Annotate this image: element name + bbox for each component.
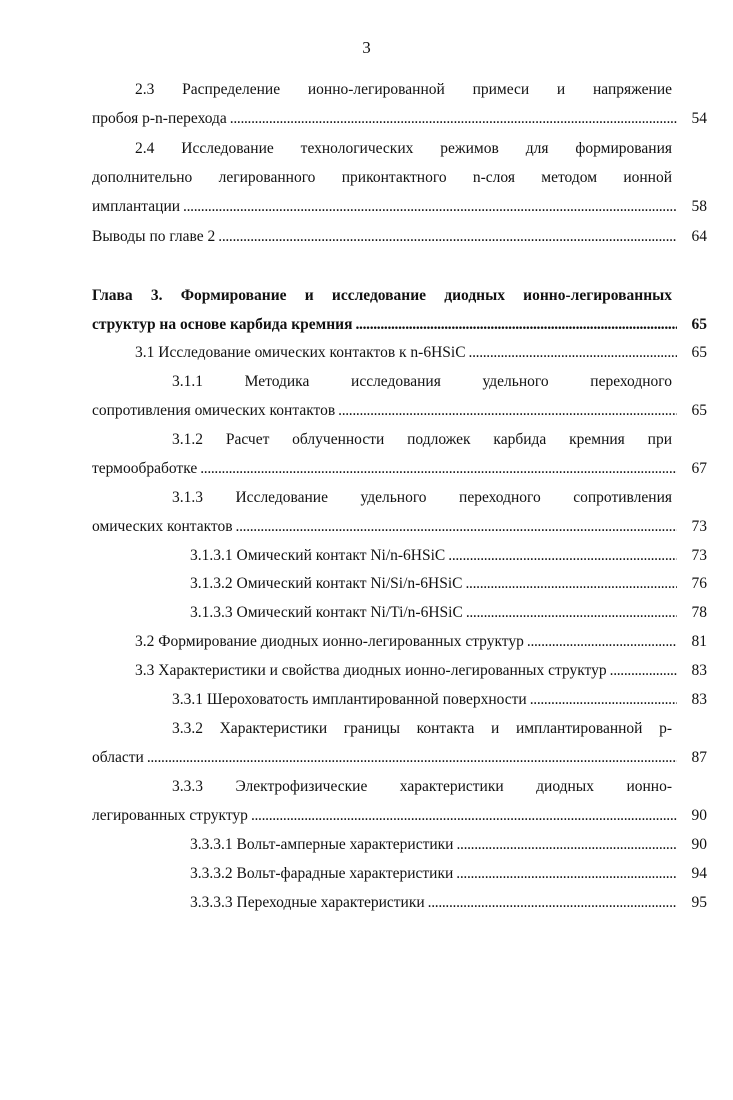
- toc-title: термообработке: [92, 460, 198, 477]
- leader-dots: [236, 515, 677, 539]
- toc-title: омических контактов: [92, 518, 233, 535]
- leader-dots: [530, 688, 677, 712]
- toc-title: Выводы по главе 2: [92, 228, 216, 245]
- toc-page: 90: [691, 836, 707, 853]
- toc-title: 3.3.3.3 Переходные характеристики: [190, 894, 425, 911]
- toc-entry-3-1-3-1: [190, 544, 707, 568]
- leader-dots: [230, 107, 677, 131]
- toc-entry-3-2: [135, 630, 707, 654]
- page-number: 3: [362, 38, 371, 57]
- toc-title: 3.3.1 Шероховатость имплантированной поверхности: [172, 691, 527, 708]
- toc-title: 3.1.3.2 Омический контакт Ni/Si/n-6HSiC: [190, 575, 463, 592]
- leader-dots: [448, 544, 677, 568]
- toc-entry-2-3-line1: 2.3 Распределение ионно-легированной примеси и напряжение: [135, 81, 672, 98]
- toc-entry-3-3: [135, 659, 707, 683]
- toc-entry-3-1-2-line1: 3.1.2 Расчет облученности подложек карбида кремния при: [172, 431, 672, 448]
- leader-dots: [251, 804, 677, 828]
- toc-entry-3-3-1: [172, 688, 707, 712]
- toc-entry-3-1-3-line1: 3.1.3 Исследование удельного переходного сопротивления: [172, 489, 672, 506]
- toc-entry-2-3-line2: [92, 107, 707, 131]
- toc-page: 94: [691, 865, 707, 882]
- toc-page: 64: [691, 228, 707, 245]
- toc-page: 73: [691, 518, 707, 535]
- toc-entry-3-1-3-line2: [92, 515, 707, 539]
- toc-title: легированных структур: [92, 807, 248, 824]
- toc-page: 90: [691, 807, 707, 824]
- toc-entry-2-4-line3: [92, 195, 707, 219]
- toc-entry-3-1-2-line2: [92, 457, 707, 481]
- toc-page: 54: [691, 110, 707, 127]
- toc-title: сопротивления омических контактов: [92, 402, 336, 419]
- toc-entry-3-3-3-3: [190, 891, 707, 915]
- leader-dots: [456, 862, 677, 886]
- toc-entry-3-3-3-1: [190, 833, 707, 857]
- toc-page: 67: [691, 460, 707, 477]
- toc-page: 81: [691, 633, 707, 650]
- toc-page: 65: [691, 316, 707, 333]
- toc-title: 3.1.3.1 Омический контакт Ni/n-6HSiC: [190, 547, 446, 564]
- leader-dots: [183, 195, 677, 219]
- toc-title: структур на основе карбида кремния: [92, 316, 353, 333]
- toc-title: имплантации: [92, 198, 181, 215]
- leader-dots: [466, 572, 678, 596]
- toc-entry-3-1-1-line2: [92, 399, 707, 423]
- toc-page: 65: [691, 402, 707, 419]
- leader-dots: [610, 659, 677, 683]
- toc-chapter-3-line2: [92, 313, 707, 337]
- toc-page: 83: [691, 662, 707, 679]
- leader-dots: [428, 891, 677, 915]
- toc-title: 3.1 Исследование омических контактов к n-6HSiC: [135, 344, 466, 361]
- toc-entry-3-3-2-line2: [92, 746, 707, 770]
- leader-dots: [527, 630, 677, 654]
- toc-title: 3.3.3.2 Вольт-фарадные характеристики: [190, 865, 454, 882]
- leader-dots: [456, 833, 677, 857]
- toc-page: 65: [691, 344, 707, 361]
- toc-title: пробоя p-n-перехода: [92, 110, 227, 127]
- leader-dots: [218, 225, 677, 249]
- toc-title: области: [92, 749, 144, 766]
- toc-title: 3.1.3.3 Омический контакт Ni/Ti/n-6HSiC: [190, 604, 463, 621]
- toc-title: 3.2 Формирование диодных ионно-легированных структур: [135, 633, 524, 650]
- toc-page: 76: [691, 575, 707, 592]
- toc-page: 87: [691, 749, 707, 766]
- toc-entry-conclusions-2: [92, 225, 707, 249]
- leader-dots: [147, 746, 677, 770]
- toc-entry-2-4-line2: дополнительно легированного приконтактного n-слоя методом ионной: [92, 169, 672, 186]
- toc-entry-3-3-3-line1: 3.3.3 Электрофизические характеристики диодных ионно-: [172, 778, 672, 795]
- toc-entry-3-1-3-2: [190, 572, 707, 596]
- toc-page: 78: [691, 604, 707, 621]
- toc-entry-3-1-1-line1: 3.1.1 Методика исследования удельного переходного: [172, 373, 672, 390]
- toc-page: 95: [691, 894, 707, 911]
- toc-entry-3-3-3-2: [190, 862, 707, 886]
- leader-dots: [200, 457, 677, 481]
- toc-page: 73: [691, 547, 707, 564]
- toc-entry-3-3-3-line2: [92, 804, 707, 828]
- toc-entry-3-3-2-line1: 3.3.2 Характеристики границы контакта и имплантированной p-: [172, 720, 672, 737]
- toc-entry-3-1-3-3: [190, 601, 707, 625]
- leader-dots: [469, 341, 677, 365]
- leader-dots: [466, 601, 677, 625]
- toc-page: 83: [691, 691, 707, 708]
- leader-dots: [338, 399, 677, 423]
- toc-title: 3.3.3.1 Вольт-амперные характеристики: [190, 836, 454, 853]
- toc-title: 3.3 Характеристики и свойства диодных ионно-легированных структур: [135, 662, 607, 679]
- toc-chapter-3-line1: Глава 3. Формирование и исследование диодных ионно-легированных: [92, 287, 672, 304]
- toc-page: 58: [691, 198, 707, 215]
- toc-entry-2-4-line1: 2.4 Исследование технологических режимов для формирования: [135, 140, 672, 157]
- toc-entry-3-1: [135, 341, 707, 365]
- leader-dots: [356, 313, 678, 337]
